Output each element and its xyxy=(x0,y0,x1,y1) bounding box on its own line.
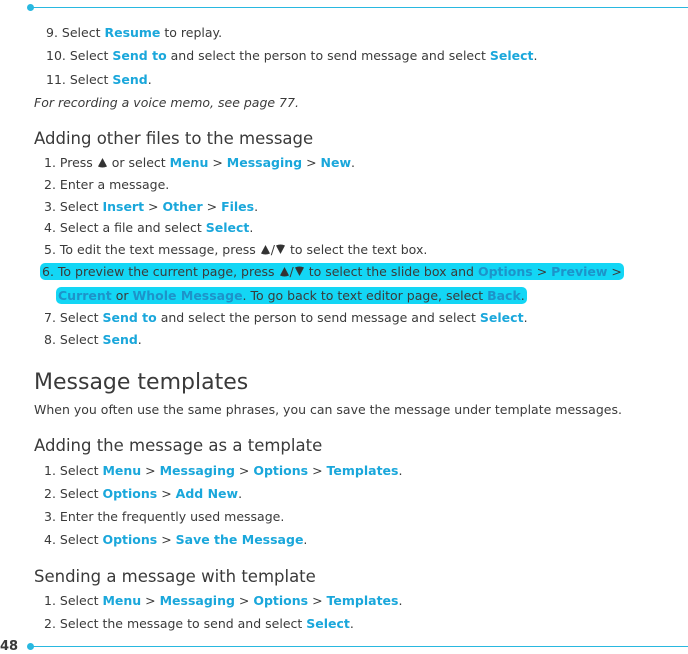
list-item: 4. Select a file and select Select. xyxy=(44,220,254,235)
list-item: 1. Select Menu > Messaging > Options > Templates. xyxy=(44,593,403,608)
section-heading: Adding the message as a template xyxy=(34,436,323,455)
up-key-icon xyxy=(279,266,290,277)
top-rule-dot xyxy=(27,4,34,11)
list-item: 3. Enter the frequently used message. xyxy=(44,509,285,524)
list-item: 1. Select Menu > Messaging > Options > Templates. xyxy=(44,463,403,478)
down-key-icon xyxy=(275,244,286,255)
list-item: 11. Select Send. xyxy=(46,72,152,87)
down-key-icon xyxy=(294,266,305,277)
list-item: 5. To edit the text message, press / to select the text box. xyxy=(44,242,428,257)
list-item: 3. Select Insert > Other > Files. xyxy=(44,199,259,214)
up-key-icon xyxy=(260,244,271,255)
list-item-highlighted: 6. To preview the current page, press / to select the slide box and Options > Preview > xyxy=(42,264,622,279)
up-key-icon xyxy=(97,157,108,168)
list-item: 4. Select Options > Save the Message. xyxy=(44,532,308,547)
list-item: 2. Select Options > Add New. xyxy=(44,486,243,501)
list-item: 1. Press or select Menu > Messaging > New. xyxy=(44,155,356,170)
intro-text: When you often use the same phrases, you can save the message under template messages. xyxy=(34,402,622,417)
page-number: 48 xyxy=(0,639,19,654)
section-heading: Adding other files to the message xyxy=(34,129,314,148)
list-item: 10. Select Send to and select the person to send message and select Select. xyxy=(46,48,538,63)
list-item-highlighted-cont: Current or Whole Message. To go back to text editor page, select Back. xyxy=(58,288,525,303)
list-item: 7. Select Send to and select the person to send message and select Select. xyxy=(44,310,528,325)
page-title: Message templates xyxy=(34,370,249,395)
list-item: 2. Enter a message. xyxy=(44,177,170,192)
bottom-rule xyxy=(30,646,688,647)
bottom-rule-dot xyxy=(27,643,34,650)
list-item: 2. Select the message to send and select Select. xyxy=(44,616,354,631)
note-text: For recording a voice memo, see page 77. xyxy=(34,95,299,110)
top-rule xyxy=(30,7,688,8)
list-item: 8. Select Send. xyxy=(44,332,142,347)
section-heading: Sending a message with template xyxy=(34,567,316,586)
list-item: 9. Select Resume to replay. xyxy=(46,25,223,40)
